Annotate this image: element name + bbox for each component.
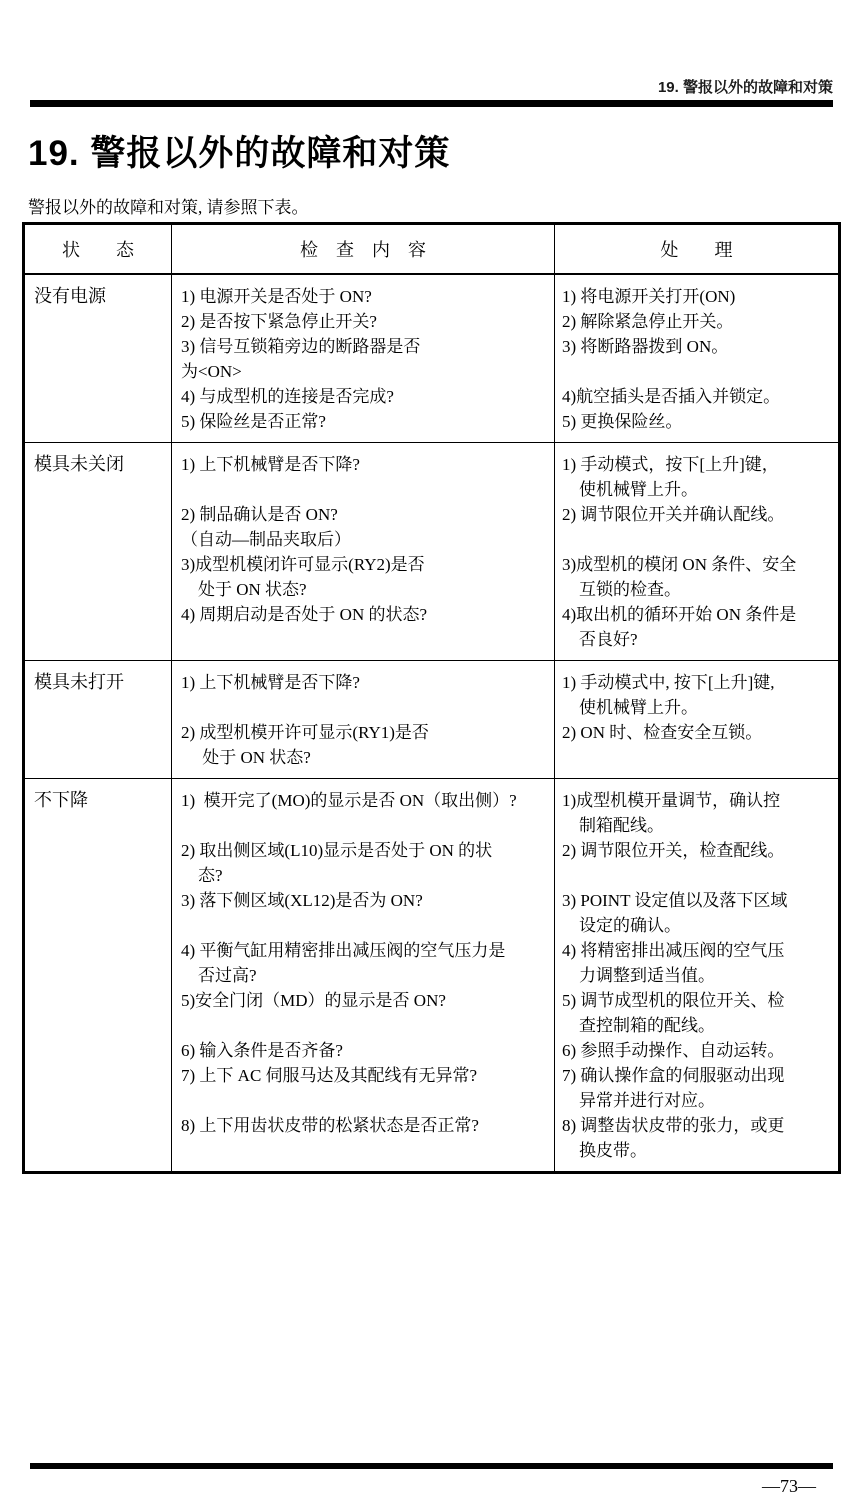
text-line: 否过高?	[181, 965, 257, 985]
text-line: 3) 将断路器拨到 ON。	[562, 336, 729, 356]
text-line	[181, 477, 548, 502]
text-line: 2) 解除紧急停止开关。	[562, 311, 734, 331]
text-line: 没有电源	[34, 285, 106, 306]
text-line	[181, 695, 548, 720]
action-cell	[555, 274, 840, 443]
text-line: 4) 平衡气缸用精密排出减压阀的空气压力是	[181, 940, 506, 960]
column-header-check: 检 查 内 容	[172, 224, 555, 274]
text-line: 模具未打开	[34, 671, 124, 692]
text-line: 4)航空插头是否插入并锁定。	[562, 386, 781, 406]
intro-text: 警报以外的故障和对策, 请参照下表。	[28, 198, 309, 217]
text-line: 2) ON 时、检查安全互锁。	[562, 722, 763, 742]
text-line: 5) 保险丝是否正常?	[181, 411, 326, 431]
text-line: 处于 ON 状态?	[181, 747, 311, 767]
text-line: 8) 上下用齿状皮带的松紧状态是否正常?	[181, 1115, 479, 1135]
text-line: 异常并进行对应。	[562, 1090, 715, 1110]
check-cell	[172, 778, 555, 1172]
table-row	[24, 442, 840, 660]
table-header	[24, 224, 840, 274]
text-line: 4) 周期启动是否处于 ON 的状态?	[181, 604, 428, 624]
action-cell	[555, 660, 840, 778]
table-row	[24, 274, 840, 443]
text-line: 1) 模开完了(MO)的显示是否 ON（取出侧）?	[181, 790, 517, 810]
text-line: 使机械臂上升。	[562, 697, 698, 717]
text-line: 处于 ON 状态?	[181, 579, 307, 599]
table-body	[24, 274, 840, 1173]
text-line: 7) 确认操作盒的伺服驱动出现	[562, 1065, 785, 1085]
text-line	[562, 863, 835, 888]
column-header-action: 处 理	[555, 224, 840, 274]
table-row	[24, 660, 840, 778]
text-line: 4)取出机的循环开始 ON 条件是	[562, 604, 797, 624]
status-cell	[24, 660, 172, 778]
text-line: 否良好?	[562, 629, 638, 649]
check-cell	[172, 274, 555, 443]
text-line: 4) 将精密排出减压阀的空气压	[562, 940, 785, 960]
text-line: 6) 参照手动操作、自动运转。	[562, 1040, 785, 1060]
text-line: 3) 落下侧区域(XL12)是否为 ON?	[181, 890, 423, 910]
text-line: 3)成型机模闭许可显示(RY2)是否	[181, 554, 425, 574]
text-line: 不下降	[34, 789, 88, 810]
text-line: 力调整到适当值。	[562, 965, 715, 985]
text-line	[562, 359, 835, 384]
text-line: 使机械臂上升。	[562, 479, 698, 499]
page-title: 19. 警报以外的故障和对策	[28, 134, 451, 173]
text-line: 4) 与成型机的连接是否完成?	[181, 386, 394, 406]
text-line: 6) 输入条件是否齐备?	[181, 1040, 343, 1060]
action-cell	[555, 778, 840, 1172]
table-header-row	[24, 224, 840, 274]
text-line: 2) 制品确认是否 ON?	[181, 504, 338, 524]
action-cell	[555, 442, 840, 660]
text-line: 1)成型机模开量调节，确认控	[562, 790, 781, 810]
running-header: 19. 警报以外的故障和对策	[657, 79, 833, 96]
text-line	[181, 1088, 548, 1113]
text-line	[181, 813, 548, 838]
page-number: —73—	[762, 1476, 816, 1496]
troubleshooting-table	[22, 222, 841, 1174]
text-line: 2) 是否按下紧急停止开关?	[181, 311, 377, 331]
text-line: 1) 将电源开关打开(ON)	[562, 286, 736, 306]
text-line	[181, 913, 548, 938]
text-line: 2) 调节限位开关并确认配线。	[562, 504, 785, 524]
text-line: 1) 上下机械臂是否下降?	[181, 454, 360, 474]
text-line: 3) 信号互锁箱旁边的断路器是否	[181, 336, 421, 356]
text-line: 查控制箱的配线。	[562, 1015, 715, 1035]
text-line: 制箱配线。	[562, 815, 664, 835]
text-line: 态?	[181, 865, 223, 885]
text-line: 5)安全门闭（MD）的显示是否 ON?	[181, 990, 446, 1010]
column-header-status: 状 态	[24, 224, 172, 274]
text-line: 1) 手动模式，按下[上升]键，	[562, 454, 779, 474]
header-rule	[30, 100, 833, 107]
text-line: 互锁的检查。	[562, 579, 681, 599]
text-line: 3) POINT 设定值以及落下区域	[562, 890, 788, 910]
check-cell	[172, 442, 555, 660]
text-line	[562, 527, 835, 552]
text-line: 5) 调节成型机的限位开关、检	[562, 990, 785, 1010]
text-line: 5) 更换保险丝。	[562, 411, 683, 431]
table-row	[24, 778, 840, 1172]
text-line: 2) 成型机模开许可显示(RY1)是否	[181, 722, 429, 742]
text-line: 2) 取出侧区域(L10)显示是否处于 ON 的状	[181, 840, 493, 860]
text-line: 设定的确认。	[562, 915, 681, 935]
text-line: 为<ON>	[181, 361, 242, 381]
text-line: 1) 电源开关是否处于 ON?	[181, 286, 372, 306]
text-line	[181, 1013, 548, 1038]
status-cell	[24, 274, 172, 443]
footer-rule	[30, 1463, 833, 1469]
text-line: 模具未关闭	[34, 453, 124, 474]
text-line: 8) 调整齿状皮带的张力，或更	[562, 1115, 785, 1135]
text-line: 1) 上下机械臂是否下降?	[181, 672, 360, 692]
text-line: 2) 调节限位开关，检查配线。	[562, 840, 785, 860]
text-line: （自动—制品夹取后）	[181, 529, 351, 549]
text-line: 1) 手动模式中, 按下[上升]键,	[562, 672, 775, 692]
check-cell	[172, 660, 555, 778]
status-cell	[24, 442, 172, 660]
text-line: 3)成型机的模闭 ON 条件、安全	[562, 554, 797, 574]
status-cell	[24, 778, 172, 1172]
text-line: 7) 上下 AC 伺服马达及其配线有无异常?	[181, 1065, 478, 1085]
text-line: 换皮带。	[562, 1140, 647, 1160]
